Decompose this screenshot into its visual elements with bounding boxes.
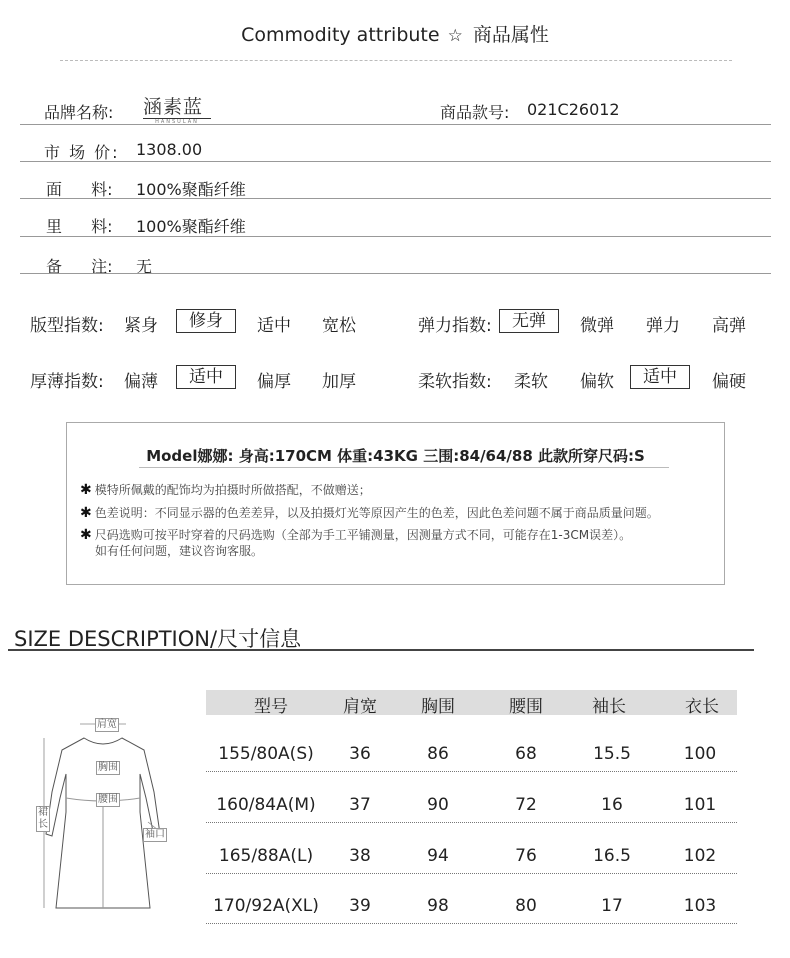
garment-diagram [28,712,178,922]
row-divider [206,822,737,823]
softness-option-selected: 适中 [630,365,690,389]
row-divider [206,923,737,924]
label-shoulder: 肩宽 [97,719,117,730]
model-heading: Model娜娜: 身高:170CM 体重:43KG 三围:84/64/88 此款所穿尺码:S [146,447,645,465]
style-no-value: 021C26012 [527,100,620,119]
note-item [80,504,659,521]
table-cell: 17 [601,896,623,916]
thickness-option-selected: 适中 [176,365,236,389]
note-text: 模特所佩戴的配饰均为拍摄时所做搭配，不做赠送； [94,483,371,497]
note-text: 尺码选购可按平时穿着的尺码选购（全部为手工平铺测量，因测量方式不同，可能存在1-3CM误差）。 [94,528,632,542]
lining-value: 100%聚酯纤维 [136,217,246,236]
table-cell: 94 [427,846,449,866]
row-divider [206,771,737,772]
col-header-length: 衣长 [685,697,719,717]
table-cell: 16.5 [593,846,631,866]
table-cell: 37 [349,795,371,815]
elastic-option-selected: 无弹 [499,309,559,333]
table-cell: 165/88A(L) [218,846,314,866]
thickness-index-label: 厚薄指数: [30,372,104,392]
fit-option: 紧身 [124,316,158,336]
model-info-box [66,422,725,585]
note-item [80,526,631,543]
fit-option: 宽松 [322,316,356,336]
row-divider [20,236,771,237]
fit-index-label: 版型指数: [30,316,104,336]
remark-value: 无 [136,257,153,276]
table-cell: 68 [515,744,537,764]
table-cell: 160/84A(M) [216,795,316,815]
elastic-option: 微弹 [580,316,614,336]
asterisk-icon: ✱ [80,505,92,521]
softness-index-label: 柔软指数: [418,372,492,392]
col-header-shoulder: 肩宽 [343,697,377,717]
table-cell: 39 [349,896,371,916]
note-extra: 如有任何问题，建议咨询客服。 [95,544,264,558]
asterisk-icon: ✱ [80,527,92,543]
label-length: 裙长 [38,807,48,830]
title-divider [60,60,732,61]
thickness-option: 偏薄 [124,372,158,392]
softness-option: 偏硬 [712,372,746,392]
row-divider [206,873,737,874]
style-no-label: 商品款号: [440,103,510,122]
table-cell: 38 [349,846,371,866]
elastic-option: 弹力 [646,316,680,336]
softness-option: 偏软 [580,372,614,392]
label-waist: 腰围 [98,794,118,805]
remark-label: 备 注: [46,257,113,276]
row-divider [20,273,771,274]
page-title [0,20,790,47]
row-divider [20,124,771,125]
elastic-index-label: 弹力指数: [418,316,492,336]
table-cell: 36 [349,744,371,764]
table-cell: 170/92A(XL) [213,896,319,916]
table-cell: 76 [515,846,537,866]
fabric-label: 面 料: [46,180,113,199]
asterisk-icon: ✱ [80,482,92,498]
row-divider [20,161,771,162]
table-cell: 72 [515,795,537,815]
row-divider [20,198,771,199]
elastic-option: 高弹 [712,316,746,336]
table-cell: 15.5 [593,744,631,764]
table-cell: 103 [683,896,717,916]
col-header-waist: 腰围 [509,697,543,717]
table-cell: 16 [601,795,623,815]
fit-option: 适中 [257,316,291,336]
title-cn: 商品属性 [472,24,549,46]
fit-option-selected: 修身 [176,309,236,333]
price-label: 市 场 价: [44,143,120,162]
table-cell: 80 [515,896,537,916]
brand-logo [143,96,211,124]
size-heading: SIZE DESCRIPTION/尺寸信息 [14,627,302,651]
thickness-option: 偏厚 [257,372,291,392]
thickness-option: 加厚 [322,372,356,392]
col-header-sleeve: 袖长 [592,697,626,717]
table-cell: 155/80A(S) [218,744,314,764]
table-cell: 101 [683,795,717,815]
brand-label: 品牌名称: [44,103,114,122]
table-cell: 102 [683,846,717,866]
table-cell: 98 [427,896,449,916]
size-heading-rule [8,649,754,651]
table-cell: 86 [427,744,449,764]
label-sleeve: 袖口 [145,829,165,840]
softness-option: 柔软 [514,372,548,392]
col-header-size: 型号 [254,697,288,717]
table-cell: 100 [683,744,717,764]
fabric-value: 100%聚酯纤维 [136,180,246,199]
model-heading-underline [139,467,669,468]
note-text: 色差说明：不同显示器的色差差异，以及拍摄灯光等原因产生的色差，因此色差问题不属于商品质量问题。 [94,506,659,520]
col-header-chest: 胸围 [421,697,455,717]
title-en: Commodity attribute [241,24,440,46]
label-chest: 胸围 [98,762,118,773]
star-icon: ☆ [447,26,463,46]
lining-label: 里 料: [46,217,113,236]
brand-logo-text: 涵素蓝 [143,96,211,119]
price-value: 1308.00 [136,140,203,159]
note-item [80,481,371,498]
brand-logo-sub: HANSULAN [155,119,199,125]
table-cell: 90 [427,795,449,815]
